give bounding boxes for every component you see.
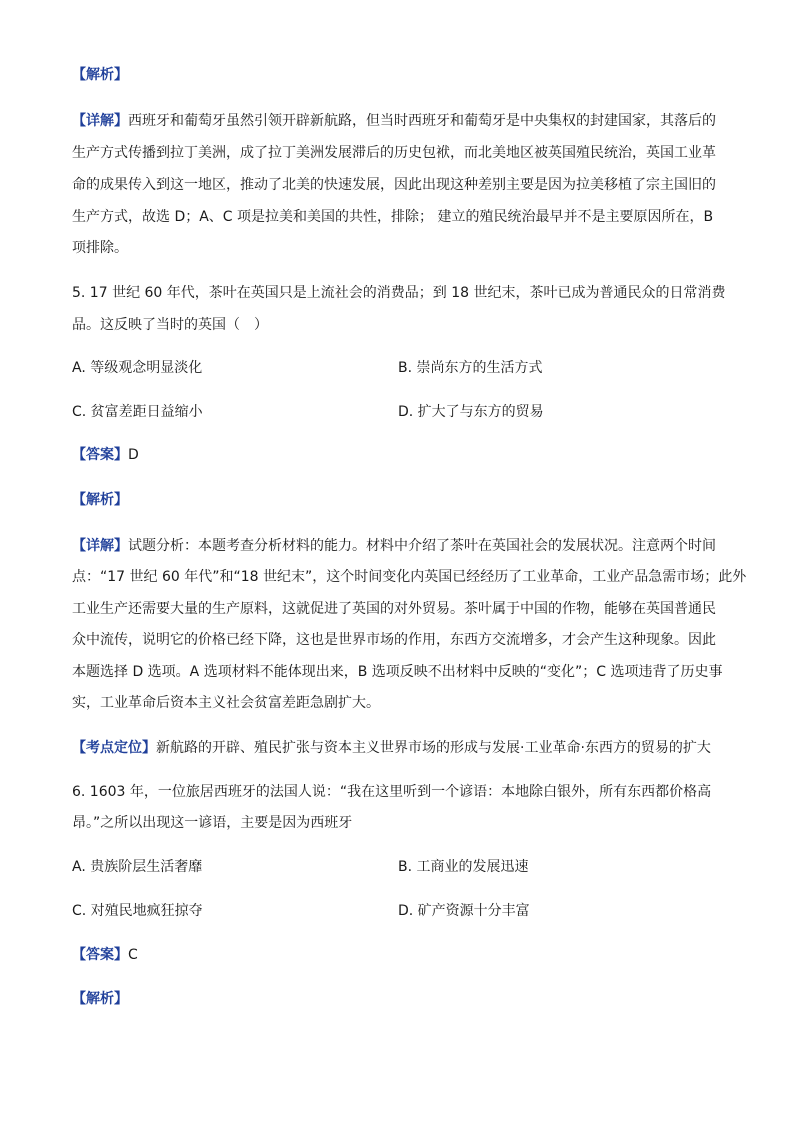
answer-tag: 【答案】 <box>72 447 128 463</box>
question-5-stem: 品。这反映了当时的英国（ ） <box>72 317 268 333</box>
detail-line: 命的成果传入到这一地区，推动了北美的快速发展，因此出现这种差别主要是因为拉美移植了宗主国旧的 <box>72 177 716 193</box>
question-5-option-b: B. 崇尚东方的生活方式 <box>398 360 543 376</box>
detail-line: 点：“17 世纪 60 年代”和“18 世纪末”，这个时间变化内英国已经经历了工业革命，工业产品急需市场；此外 <box>72 569 747 585</box>
question-5-stem: 5. 17 世纪 60 年代，茶叶在英国只是上流社会的消费品；到 18 世纪末，茶叶已成为普通民众的日常消费 <box>72 285 726 301</box>
detail-text: 试题分析：本题考查分析材料的能力。材料中介绍了茶叶在英国社会的发展状况。注意两个时间 <box>128 538 716 554</box>
question-6-option-a: A. 贵族阶层生活奢靡 <box>72 859 203 875</box>
detail-tag: 【详解】 <box>72 538 128 554</box>
answer-value: D <box>128 447 139 463</box>
detail-line: 工业生产还需要大量的生产原料，这就促进了英国的对外贸易。茶叶属于中国的作物，能够在英国普通民 <box>72 601 716 617</box>
question-5-option-d: D. 扩大了与东方的贸易 <box>398 404 544 420</box>
knowledge-point-tag: 【考点定位】 <box>72 740 156 756</box>
detail-tag: 【详解】 <box>72 113 128 129</box>
answer-tag: 【答案】 <box>72 947 128 963</box>
detail-line: 本题选择 D 选项。A 选项材料不能体现出来，B 选项反映不出材料中反映的“变化”；C 选项违背了历史事 <box>72 664 723 680</box>
question-6-answer <box>72 946 728 964</box>
knowledge-point <box>72 739 728 757</box>
detail-line: 生产方式，故选 D；A、C 项是拉美和美国的共性，排除； 建立的殖民统治最早并不是主要原因所在，B <box>72 209 714 225</box>
detail-line <box>72 537 728 555</box>
detail-line: 生产方式传播到拉丁美洲，成了拉丁美洲发展滞后的历史包袱，而北美地区被英国殖民统治，英国工业革 <box>72 145 716 161</box>
question-5-answer <box>72 446 728 464</box>
knowledge-point-text: 新航路的开辟、殖民扩张与资本主义世界市场的形成与发展·工业革命·东西方的贸易的扩大 <box>156 740 711 756</box>
analysis-heading: 【解析】 <box>72 67 128 83</box>
detail-line: 项排除。 <box>72 240 128 256</box>
detail-text: 西班牙和葡萄牙虽然引领开辟新航路，但当时西班牙和葡萄牙是中央集权的封建国家，其落后的 <box>128 113 716 129</box>
answer-value: C <box>128 947 138 963</box>
question-6-stem: 昂。”之所以出现这一谚语，主要是因为西班牙 <box>72 815 353 831</box>
question-6-option-c: C. 对殖民地疯狂掠夺 <box>72 903 203 919</box>
detail-line: 实，工业革命后资本主义社会贫富差距急剧扩大。 <box>72 695 380 711</box>
question-6-option-d: D. 矿产资源十分丰富 <box>398 903 530 919</box>
analysis-heading: 【解析】 <box>72 991 128 1007</box>
question-5-option-c: C. 贫富差距日益缩小 <box>72 404 203 420</box>
question-6-stem: 6. 1603 年，一位旅居西班牙的法国人说：“我在这里听到一个谚语：本地除白银外，所有东西都价格高 <box>72 784 712 800</box>
detail-line: 众中流传，说明它的价格已经下降，这也是世界市场的作用，东西方交流增多，才会产生这种现象。因此 <box>72 632 716 648</box>
analysis-heading: 【解析】 <box>72 492 128 508</box>
detail-line <box>72 112 728 130</box>
question-5-option-a: A. 等级观念明显淡化 <box>72 360 203 376</box>
question-6-option-b: B. 工商业的发展迅速 <box>398 859 529 875</box>
